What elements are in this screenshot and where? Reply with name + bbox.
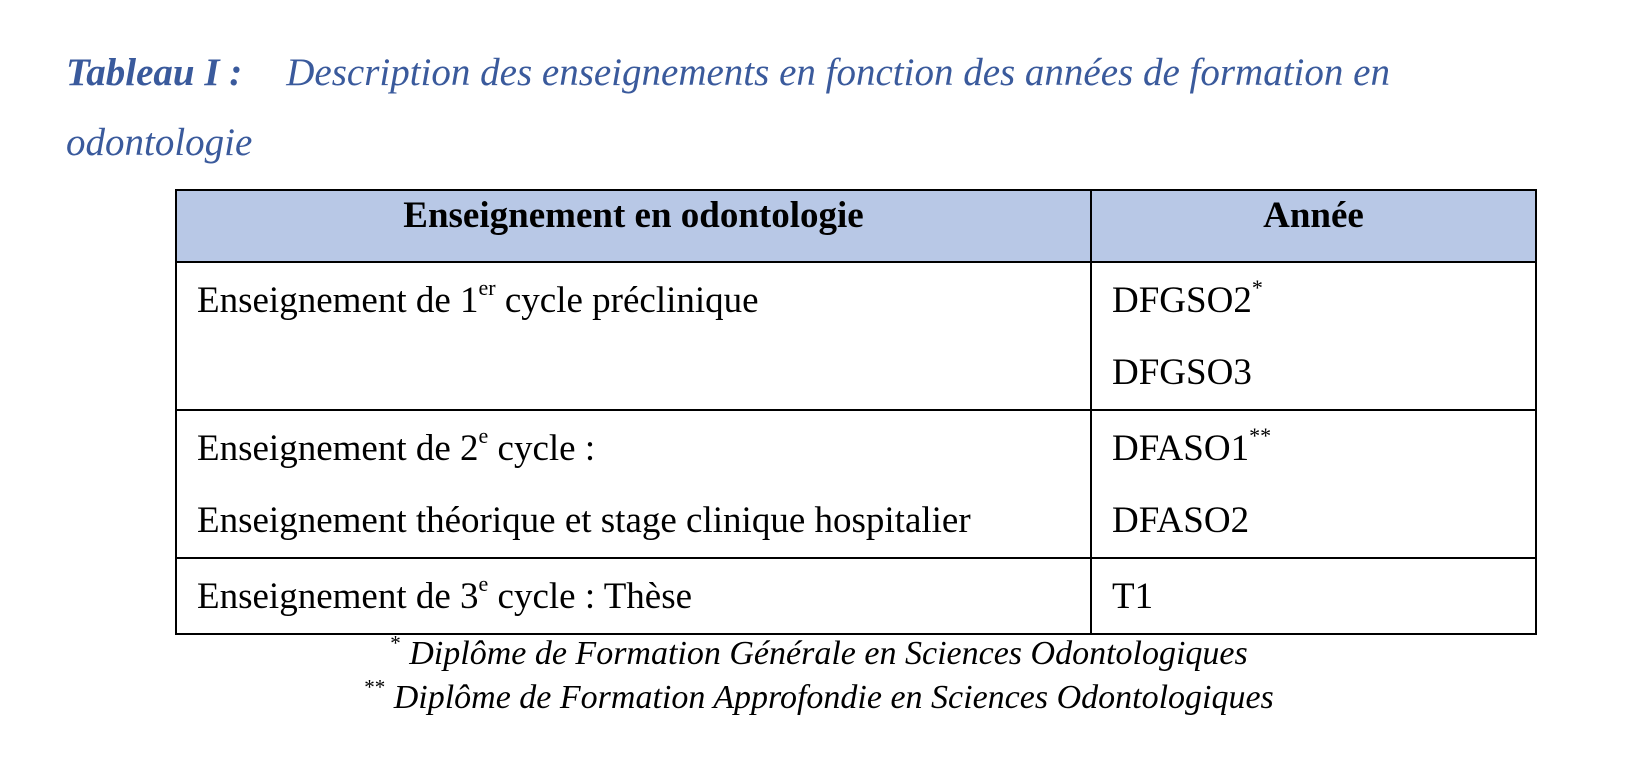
teaching-line: Enseignement de 2e cycle : (197, 422, 596, 469)
table-caption (66, 38, 1566, 178)
table-row (176, 262, 1536, 410)
footnote: ** Diplôme de Formation Approfondie en Sciences Odontologiques (364, 674, 1274, 716)
caption-title-line2: odontologie (66, 121, 253, 164)
teaching-line: Enseignement théorique et stage clinique hospitalier (197, 500, 971, 541)
year-cell (1091, 558, 1536, 634)
footnote-marker: ** (1249, 422, 1272, 448)
footnote-marker: * (1251, 274, 1263, 300)
teaching-cell (176, 410, 1091, 558)
footnote-marker: ** (364, 674, 386, 699)
footnotes (0, 632, 1638, 720)
table-header-row (176, 190, 1536, 262)
year-cell (1091, 262, 1536, 410)
superscript: er (478, 274, 496, 300)
caption-title-line1: Description des enseignements en fonction des années de formation en (286, 51, 1390, 94)
caption-label: Tableau I : (66, 51, 243, 94)
teaching-line: Enseignement de 1er cycle préclinique (197, 274, 759, 321)
table-row (176, 558, 1536, 634)
header-year: Année (1091, 190, 1536, 262)
year-cell (1091, 410, 1536, 558)
teaching-cell (176, 262, 1091, 410)
header-teaching: Enseignement en odontologie (176, 190, 1091, 262)
teaching-line: Enseignement de 3e cycle : Thèse (197, 570, 693, 617)
table-row (176, 410, 1536, 558)
superscript: e (478, 422, 489, 448)
year-item: DFASO1** (1112, 422, 1272, 469)
year-item: DFGSO2* (1112, 274, 1263, 321)
footnote: * Diplôme de Formation Générale en Sciences Odontologiques (390, 630, 1248, 672)
footnote-marker: * (390, 630, 401, 655)
year-item: DFASO2 (1112, 500, 1250, 541)
year-item: DFGSO3 (1112, 352, 1252, 393)
year-item: T1 (1112, 576, 1154, 617)
teaching-table (175, 189, 1537, 635)
teaching-cell (176, 558, 1091, 634)
superscript: e (478, 570, 489, 596)
